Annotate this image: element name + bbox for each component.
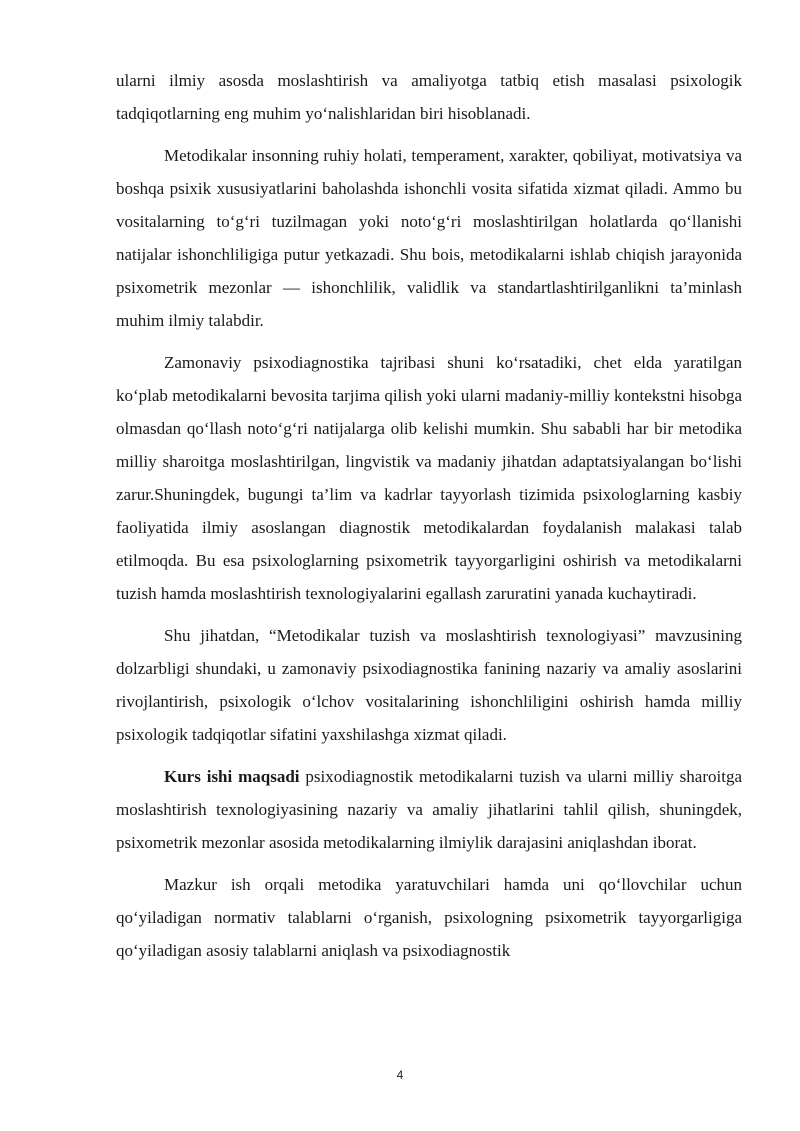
- paragraph-1-text: ularni ilmiy asosda moslashtirish va amaliyotga tatbiq etish masalasi psixologik tadqiqotlarning eng muhim yo‘nalishlaridan biri hisoblanadi.: [116, 71, 742, 123]
- paragraph-6: [116, 868, 742, 967]
- paragraph-2-text: Metodikalar insonning ruhiy holati, temperament, xarakter, qobiliyat, motivatsiya va boshqa psixik xususiyatlarini baholashda ishonchli vosita sifatida xizmat qiladi. Ammo bu vositalarning to‘g‘ri tuzilmagan yoki noto‘g‘ri moslashtirilgan holatlarda qo‘llanishi natijalar ishonchliligiga putur yetkazadi. Shu bois, metodikalarni ishlab chiqish jarayonida psixometrik mezonlar — ishonchlilik, validlik va standartlashtirilganlikni ta’minlash muhim ilmiy talabdir.: [116, 146, 742, 330]
- course-goal-heading: Kurs ishi maqsadi: [164, 767, 300, 786]
- paragraph-1: [116, 64, 742, 130]
- paragraph-3: [116, 346, 742, 610]
- paragraph-5-text: psixodiagnostik metodikalarni tuzish va ularni milliy sharoitga moslashtirish texnologiyasining nazariy va amaliy jihatlarini tahlil qilish, shuningdek, psixometrik mezonlar asosida metodikalarning ilmiylik darajasini aniqlashdan iborat.: [116, 767, 742, 852]
- page-body: [116, 64, 742, 976]
- paragraph-5: [116, 760, 742, 859]
- paragraph-4-text: Shu jihatdan, “Metodikalar tuzish va moslashtirish texnologiyasi” mavzusining dolzarbligi shundaki, u zamonaviy psixodiagnostika fanining nazariy va amaliy asoslarini rivojlantirish, psixologik o‘lchov vositalarining ishonchliligini oshirish hamda milliy psixologik tadqiqotlar sifatini yaxshilashga xizmat qiladi.: [116, 626, 742, 744]
- paragraph-3-text: Zamonaviy psixodiagnostika tajribasi shuni ko‘rsatadiki, chet elda yaratilgan ko‘plab metodikalarni bevosita tarjima qilish yoki ularni madaniy-milliy kontekstni hisobga olmasdan qo‘llash noto‘g‘ri natijalarga olib kelishi mumkin. Shu sababli har bir metodika milliy sharoitga moslashtirilgan, lingvistik va madaniy jihatdan adaptatsiyalangan bo‘lishi zarur.Shuningdek, bugungi ta’lim va kadrlar tayyorlash tizimida psixologlarning kasbiy faoliyatida ilmiy asoslangan diagnostik metodikalardan foydalanish malakasi talab etilmoqda. Bu esa psixologlarning psixometrik tayyorgarligini oshirish va metodikalarni tuzish hamda moslashtirish texnologiyalarini egallash zaruratini yanada kuchaytiradi.: [116, 353, 742, 603]
- paragraph-6-text: Mazkur ish orqali metodika yaratuvchilari hamda uni qo‘llovchilar uchun qo‘yiladigan normativ talablarni o‘rganish, psixologning psixometrik tayyorgarligiga qo‘yiladigan asosiy talablarni aniqlash va psixodiagnostik: [116, 875, 742, 960]
- paragraph-2: [116, 139, 742, 337]
- page-number: 4: [396, 1068, 404, 1082]
- paragraph-4: [116, 619, 742, 751]
